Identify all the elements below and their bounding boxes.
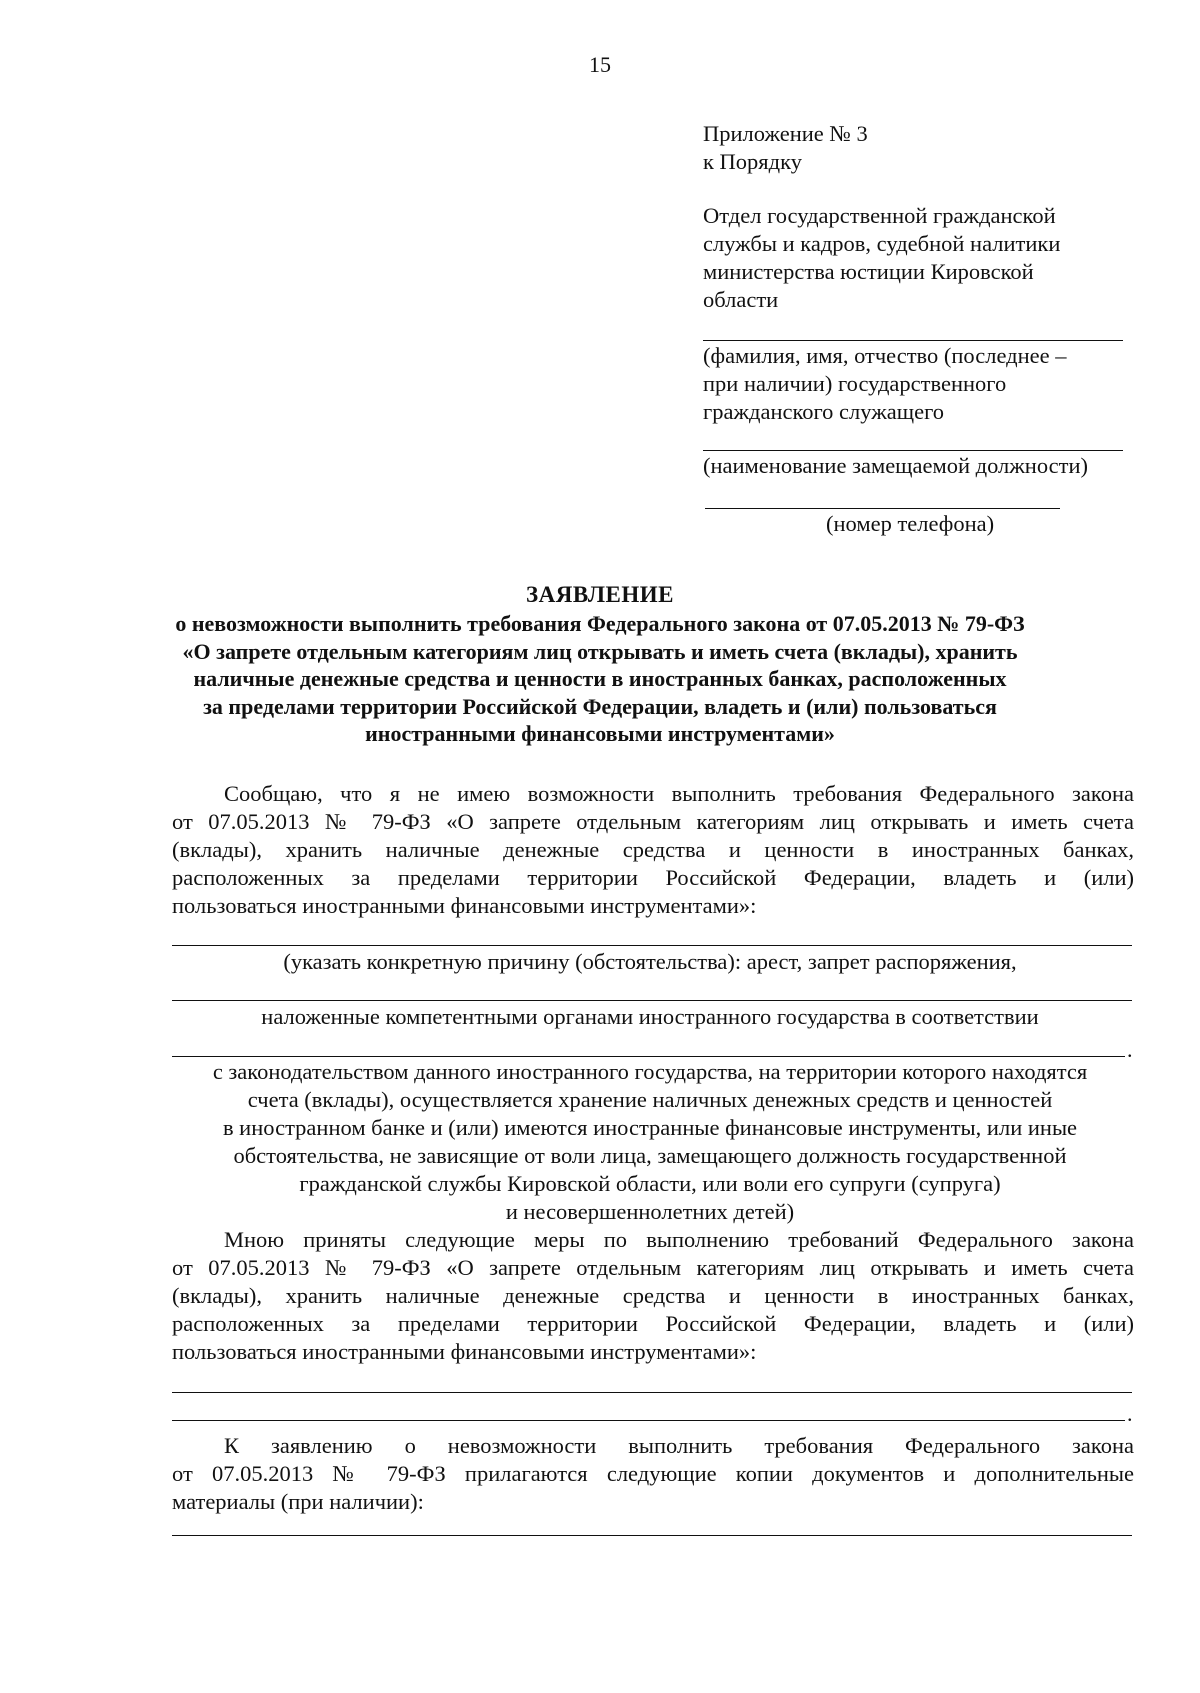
paragraph-line: расположенных за пределами территории Российской Федерации, владеть и (или) bbox=[172, 1311, 1134, 1336]
line-end-mark: . bbox=[1127, 1037, 1133, 1062]
fio-caption-line: гражданского служащего bbox=[703, 399, 944, 424]
phone-blank-line[interactable] bbox=[705, 508, 1060, 509]
annex-line-2: к Порядку bbox=[703, 149, 802, 174]
paragraph-line: пользоваться иностранными финансовыми инструментами»: bbox=[172, 893, 757, 918]
paragraph-line: от 07.05.2013 № 79-ФЗ «О запрете отдельным категориям лиц открывать и иметь счета bbox=[172, 1255, 1134, 1280]
position-caption: (наименование замещаемой должности) bbox=[703, 453, 1089, 478]
fio-caption-line: при наличии) государственного bbox=[703, 371, 1007, 396]
position-blank-line[interactable] bbox=[703, 450, 1123, 451]
document-title: ЗАЯВЛЕНИЕ bbox=[526, 582, 674, 607]
reason-caption-line: обстоятельства, не зависящие от воли лица, замещающего должность государственной bbox=[233, 1143, 1067, 1168]
line-end-mark: . bbox=[1127, 1401, 1133, 1426]
paragraph-line: Сообщаю, что я не имею возможности выполнить требования Федерального закона bbox=[224, 781, 1134, 806]
paragraph-line: от 07.05.2013 № 79-ФЗ «О запрете отдельным категориям лиц открывать и иметь счета bbox=[172, 809, 1134, 834]
reason-caption-2: наложенные компетентными органами иностранного государства в соответствии bbox=[261, 1004, 1039, 1029]
subtitle-line: за пределами территории Российской Федерации, владеть и (или) пользоваться bbox=[203, 693, 997, 719]
reason-blank-line-1[interactable] bbox=[172, 945, 1132, 946]
fio-caption-line: (фамилия, имя, отчество (последнее – bbox=[703, 343, 1067, 368]
reason-caption-block bbox=[160, 1058, 1140, 1226]
measures-paragraph bbox=[172, 1226, 1134, 1366]
paragraph-line: материалы (при наличии): bbox=[172, 1489, 424, 1514]
subtitle-line: «О запрете отдельным категориям лиц открывать и иметь счета (вклады), хранить bbox=[182, 638, 1018, 664]
measures-blank-line-1[interactable] bbox=[172, 1392, 1132, 1393]
subtitle-line: о невозможности выполнить требования Федерального закона от 07.05.2013 № 79-ФЗ bbox=[175, 611, 1025, 636]
reason-caption-line: гражданской службы Кировской области, или воли его супруги (супруга) bbox=[299, 1171, 1001, 1196]
reason-blank-line-3[interactable] bbox=[172, 1056, 1125, 1057]
attachments-blank-line[interactable] bbox=[172, 1535, 1132, 1536]
addressee-line: министерства юстиции Кировской bbox=[703, 259, 1034, 284]
phone-caption: (номер телефона) bbox=[826, 511, 995, 536]
paragraph-line: К заявлению о невозможности выполнить требования Федерального закона bbox=[224, 1433, 1134, 1458]
document-subtitle bbox=[130, 610, 1070, 748]
reason-blank-line-2[interactable] bbox=[172, 1000, 1132, 1001]
fio-caption bbox=[703, 342, 1066, 426]
statement-paragraph bbox=[172, 780, 1134, 920]
addressee-line: области bbox=[703, 287, 779, 312]
reason-caption-line: и несовершеннолетних детей) bbox=[505, 1199, 795, 1224]
paragraph-line: от 07.05.2013 № 79-ФЗ прилагаются следующие копии документов и дополнительные bbox=[172, 1461, 1134, 1486]
paragraph-line: расположенных за пределами территории Российской Федерации, владеть и (или) bbox=[172, 865, 1134, 890]
addressee-line: Отдел государственной гражданской bbox=[703, 203, 1056, 228]
attachments-paragraph bbox=[172, 1432, 1134, 1516]
paragraph-line: Мною приняты следующие меры по выполнению требований Федерального закона bbox=[224, 1227, 1134, 1252]
measures-blank-line-2[interactable] bbox=[172, 1420, 1125, 1421]
subtitle-line: иностранными финансовыми инструментами» bbox=[365, 721, 835, 746]
reason-caption-line: с законодательством данного иностранного государства, на территории которого находятся bbox=[212, 1059, 1088, 1084]
paragraph-line: пользоваться иностранными финансовыми инструментами»: bbox=[172, 1339, 757, 1364]
paragraph-line: (вклады), хранить наличные денежные средства и ценности в иностранных банках, bbox=[172, 1283, 1134, 1308]
subtitle-line: наличные денежные средства и ценности в иностранных банках, расположенных bbox=[193, 666, 1007, 691]
annex-heading bbox=[703, 120, 1123, 176]
fio-blank-line[interactable] bbox=[703, 340, 1123, 341]
addressee-block bbox=[703, 202, 1123, 314]
paragraph-line: (вклады), хранить наличные денежные средства и ценности в иностранных банках, bbox=[172, 837, 1134, 862]
reason-caption-line: счета (вклады), осуществляется хранение наличных денежных средств и ценностей bbox=[247, 1087, 1053, 1112]
addressee-line: службы и кадров, судебной налитики bbox=[703, 231, 1061, 256]
reason-caption-line: в иностранном банке и (или) имеются иностранные финансовые инструменты, или иные bbox=[222, 1115, 1078, 1140]
annex-line-1: Приложение № 3 bbox=[703, 121, 868, 146]
reason-caption-1: (указать конкретную причину (обстоятельства): арест, запрет распоряжения, bbox=[283, 949, 1017, 974]
page-number: 15 bbox=[589, 52, 611, 77]
